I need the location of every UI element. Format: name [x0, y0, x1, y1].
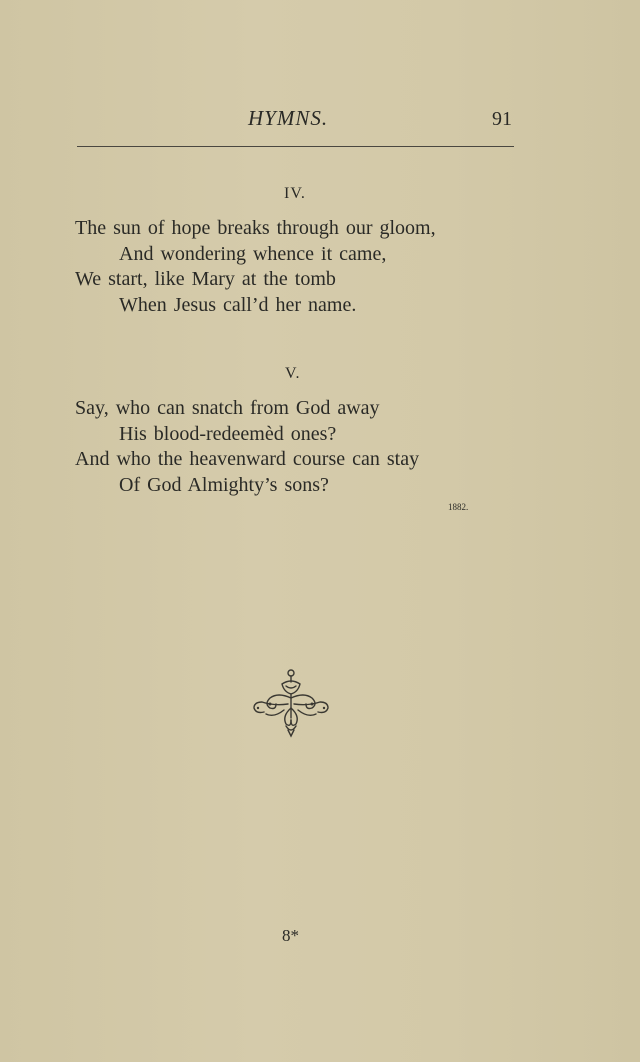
verse-line: Of God Almighty’s sons? — [119, 473, 329, 496]
header-rule — [77, 146, 514, 147]
signature-mark: 8* — [282, 926, 299, 945]
stanza-number-iv: IV. — [284, 185, 306, 202]
stanza-v — [75, 396, 419, 498]
verse-line: We start, like Mary at the tomb — [75, 268, 336, 290]
verse-line: The sun of hope breaks through our gloom, — [75, 217, 436, 239]
page-number: 91 — [492, 108, 512, 130]
verse-line: Say, who can snatch from God away — [75, 397, 380, 419]
verse-line: His blood-redeemèd ones? — [119, 422, 337, 445]
verse-line: And who the heavenward course can stay — [75, 448, 420, 470]
verse-line: When Jesus call’d her name. — [119, 293, 357, 316]
fleuron-ornament-icon — [248, 668, 334, 738]
poem-date: 1882. — [448, 502, 469, 512]
stanza-iv — [75, 216, 436, 318]
verse-line: And wondering whence it came, — [119, 242, 387, 265]
running-title: HYMNS. — [248, 106, 329, 130]
stanza-number-v: V. — [285, 365, 301, 382]
running-head — [0, 106, 640, 136]
